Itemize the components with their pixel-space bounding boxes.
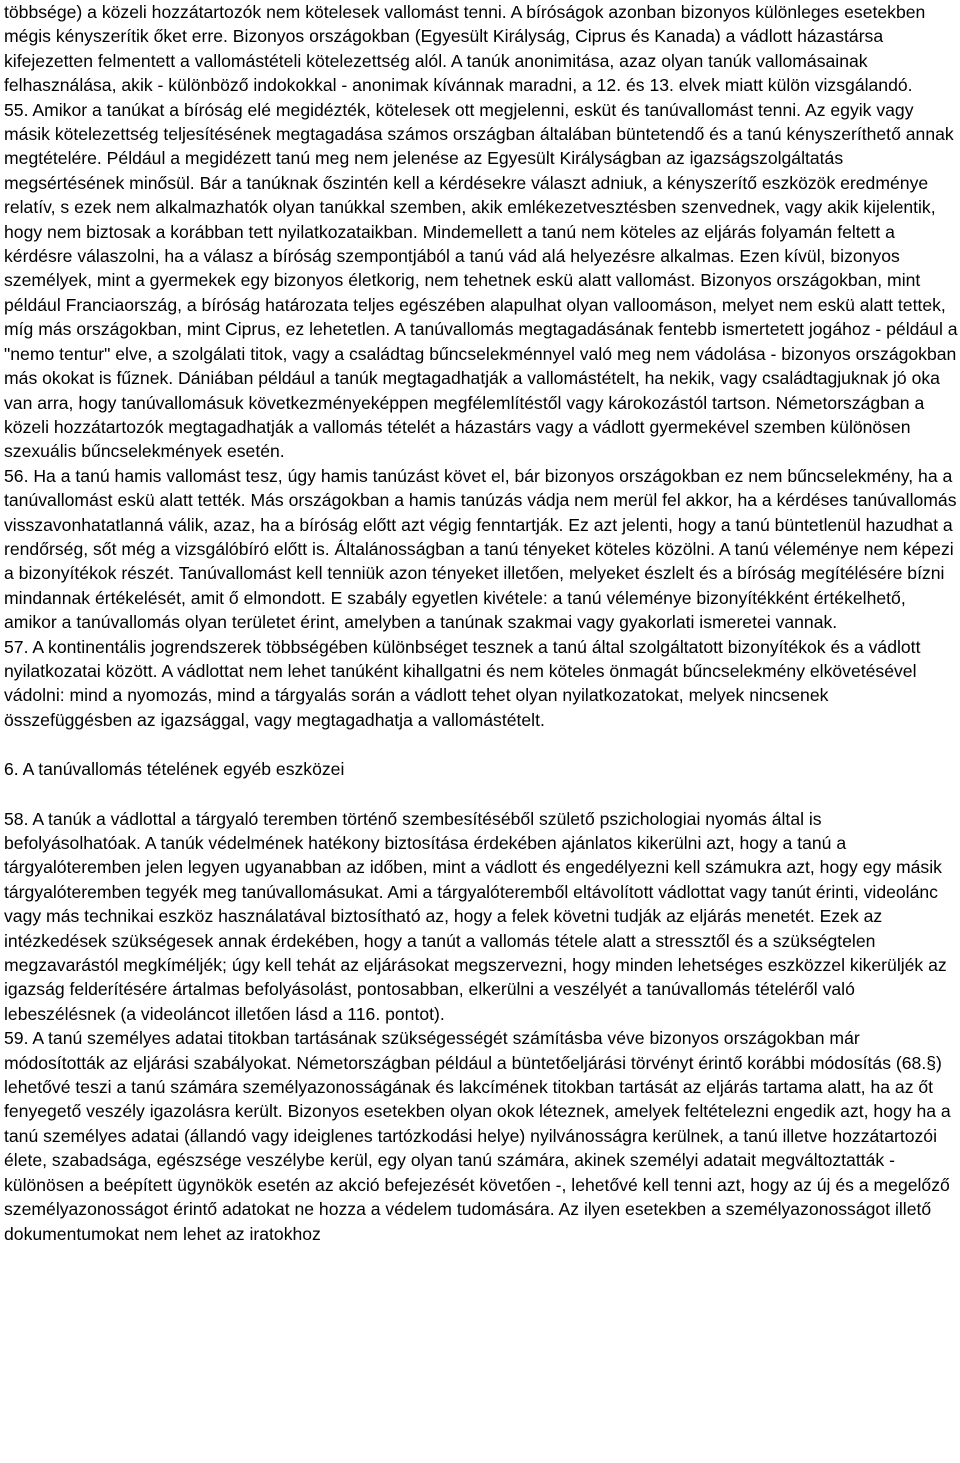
paragraph-57: 57. A kontinentális jogrendszerek többségében különbséget tesznek a tanú által szolgáltatott bizonyítékok és a vádlott nyilatkozatai között. A vádlottat nem lehet tanúként kihallgatni és nem köteles önmagát bűncselekmény elkövetésével vádolni: mind a nyomozás, mind a tárgyalás során a vádlott tehet olyan nyilatkozatokat, melyek nincsenek összefüggésben az igazsággal, vagy megtagadhatja a vallomástételt. <box>4 636 921 730</box>
paragraph-55: 55. Amikor a tanúkat a bíróság elé megidézték, kötelesek ott megjelenni, esküt és tanúvallomást tenni. Az egyik vagy másik kötelezettség teljesítésének megtagadása számos országban általában büntetendő és a tanú kényszeríthető annak megtételére. Például a megidézett tanú meg nem jelenése az Egyesült Királyságban az igazságszolgáltatás megsértésének minősül. Bár a tanúknak őszintén kell a kérdésekre választ adniuk, a kényszerítő eszközök eredménye relatív, s ezek nem alkalmazhatók olyan tanúkkal szemben, akik emlékezetvesztésben szenvednek, vagy akik kijelentik, hogy nem biztosak a korábban tett nyilatkozataikban. Mindemellett a tanú nem köteles az eljárás folyamán feltett a kérdésre válaszolni, ha a válasz a bíróság szempontjából a tanú vád alá helyezésre alkalmas. Ezen kívül, bizonyos személyek, mint a gyermekek egy bizonyos életkorig, nem tehetnek eskü alatt vallomást. Bizonyos országokban, mint például Franciaország, a bíróság határozata teljes egészében alapulhat olyan valloomáson, melyet nem eskü alatt tettek, míg más országokban, mint Ciprus, ez lehetetlen. A tanúvallomás megtagadásának fentebb ismertetett jogához - például a "nemo tentur" elve, a szolgálati titok, vagy a családtag bűncselekménnyel való meg nem vádolása - bizonyos országokban más okokat is fűznek. Dániában például a tanúk megtagadhatják a vallomástételt, ha nekik, vagy családtagjuknak jó oka van arra, hogy tanúvallomásuk következményeképpen megfélemlítéstől vagy károkozástól tartson. Németországban a közeli hozzátartozók megtagadhatják a vallomás tételét a házastárs vagy a vádlott gyermekével szemben különösen szexuális bűncselekmények esetén. <box>4 99 958 462</box>
paragraph-continuation: többsége) a közeli hozzátartozók nem kötelesek vallomást tenni. A bíróságok azonban bizonyos különleges esetekben mégis kényszerítik őket erre. Bizonyos országokban (Egyesült Királyság, Ciprus és Kanada) a vádlott házastársa kifejezetten felmentett a vallomástételi kötelezettség alól. A tanúk anonimitása, azaz olyan tanúk vallomásainak felhasználása, akik - különböző indokokkal - anonimak kívánnak maradni, a 12. és 13. elvek miatt külön vizsgálandó. <box>4 2 926 96</box>
section-heading: 6. A tanúvallomás tételének egyéb eszközei <box>4 759 345 780</box>
paragraph-59: 59. A tanú személyes adatai titokban tartásának szükségességét számításba véve bizonyos országokban már módosították az eljárási szabályokat. Németországban például a büntetőeljárási törvényt érintő korábbi módosítás (68.§) lehetővé teszi a tanú számára személyazonosságának és lakcímének titokban tartását az eljárás tartama alatt, ha az őt fenyegető veszély igazolásra került. Bizonyos esetekben olyan okok léteznek, amelyek feltételezni engedik azt, hogy ha a tanú személyes adatai (állandó vagy ideiglenes tartózkodási helye) nyilvánosságra kerülnek, a tanú illetve hozzátartozói élete, szabadsága, egészsége veszélybe kerül, egy olyan tanú számára, akinek személyi adatait megváltoztatták - különösen a beépített ügynökök esetén az akció befejezését követően -, lehetővé kell tenni azt, hogy az új és a megelőző személyazonosságot érintő adatokat ne hozza a védelem tudomására. Az ilyen esetekben a személyazonosságot illető dokumentumokat nem lehet az iratokhoz <box>4 1028 951 1244</box>
paragraph-58: 58. A tanúk a vádlottal a tárgyaló teremben történő szembesítéséből születő pszichologiai nyomás által is befolyásolhatóak. A tanúk védelmének hatékony biztosítása érdekében ajánlatos kikerülni azt, hogy a tanú a tárgyalóteremben jelen legyen ugyanabban az időben, mint a vádlott és engedélyezni kell számukra azt, hogy egy másik tárgyalóteremben tegyék meg tanúvallomásukat. Ami a tárgyalóteremből eltávolított vádlottat vagy tanút érinti, videolánc vagy más technikai eszköz használatával biztosítható az, hogy a felek követni tudják az eljárás menetét. Ezek az intézkedések szükségesek annak érdekében, hogy a tanút a vallomás tétele alatt a stresszt​ől és a szükségtelen megzavarástól megkíméljék; úgy kell tehát az eljárásokat megszervezni, hogy minden lehetséges eszközzel kikerüljék az igazság felderítésére ártalmas befolyásolást, pontosabban, elkerülni a veszélyét a tanúvallomás tételéről való lebeszélésnek (a videoláncot illetően lásd a 116. pontot). <box>4 808 947 1024</box>
paragraph-56: 56. Ha a tanú hamis vallomást tesz, úgy hamis tanúzást követ el, bár bizonyos országokban ez nem bűncselekmény, ha a tanúvallomást eskü alatt tették. Más országokban a hamis tanúzás vádja nem merül fel akkor, ha a kérdéses tanúvallomás visszavonhatatlanná válik, azaz, ha a bíróság előtt azt végig fenntartják. Ez azt jelenti, hogy a tanú büntetlenül hazudhat a rendőrség, sőt még a vizsgálóbíró előtt is. Általánosságban a tanú tényeket köteles közölni. A tanú véleménye nem képezi a bizonyítékok részét. Tanúvallomást kell tenniük azon tényeket illetően, melyeket észlelt és a bíróság megítélésére bízni mindannak értékelését, amit ő elmondott. E szabály egyetlen kivétele: a tanú véleménye bizonyítékként értékelhető, amikor a tanúvallomás olyan területet érint, amelyben a tanúnak szakmai vagy gyakorlati ismeretei vannak. <box>4 465 957 633</box>
document-page <box>4 0 958 1246</box>
